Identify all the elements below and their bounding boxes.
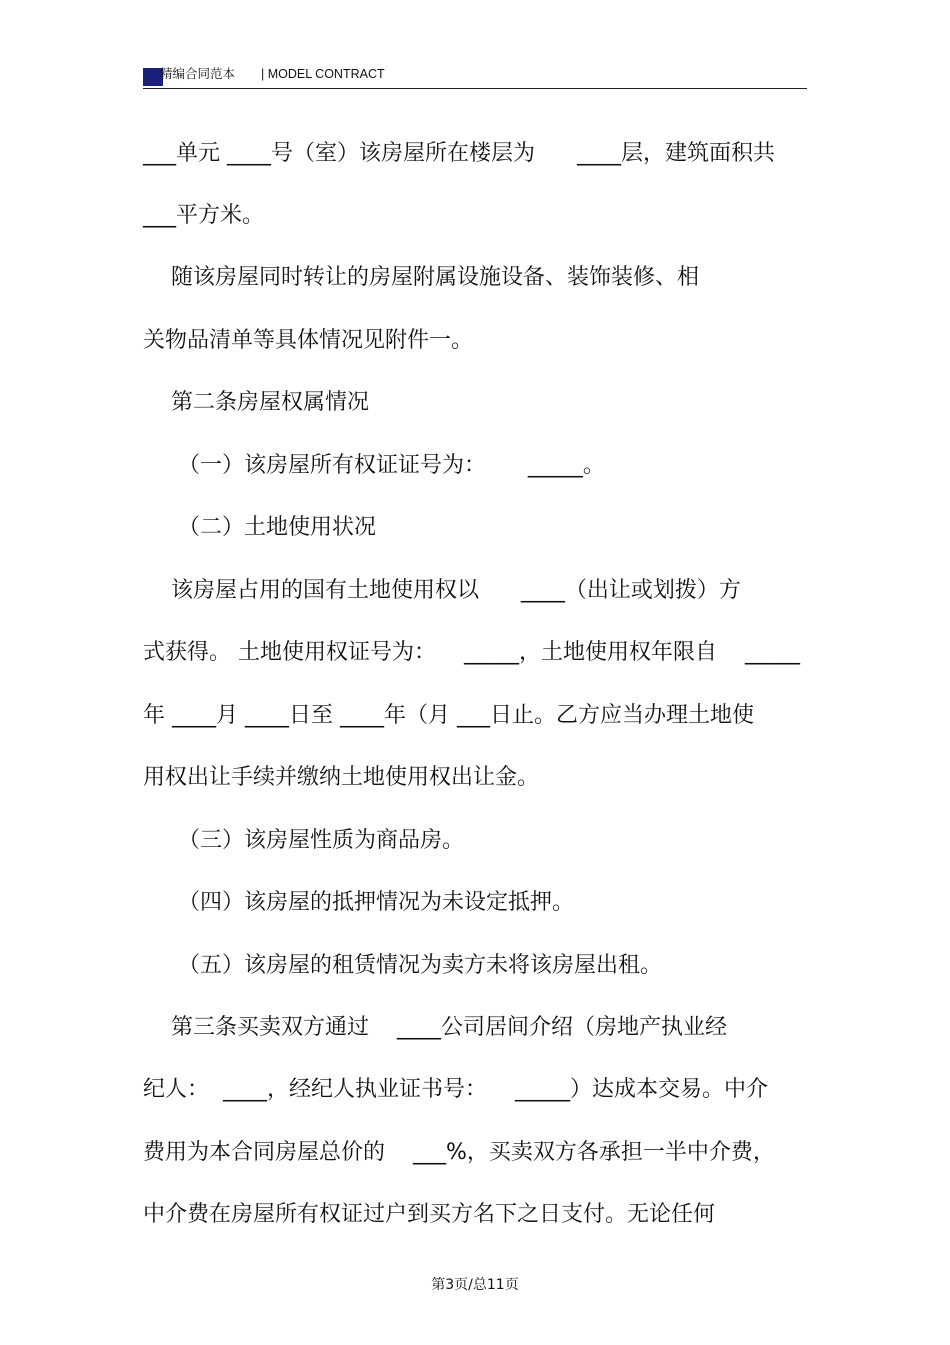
body-line-5: 第二条房屋权属情况 bbox=[143, 390, 369, 415]
body-line-7: （二）土地使用状况 bbox=[143, 515, 376, 540]
body-line-16: 纪人： ____，经纪人执业证书号： _____）达成本交易。中介 bbox=[143, 1077, 768, 1102]
header-title: 精编合同范本 bbox=[160, 66, 236, 81]
body-line-2: ___平方米。 bbox=[143, 203, 265, 228]
body-line-15: 第三条买卖双方通过 ____公司居间介绍（房地产执业经 bbox=[143, 1015, 727, 1040]
body-line-6: （一）该房屋所有权证证号为： _____。 bbox=[143, 453, 605, 478]
body-line-10: 年 ____月 ____日至 ____年（月 ___日止。乙方应当办理土地使 bbox=[143, 703, 754, 728]
body-line-1: ___单元 ____号（室）该房屋所在楼层为 ____层，建筑面积共 bbox=[143, 141, 775, 166]
body-line-9: 式获得。 土地使用权证号为： _____，土地使用权年限自 _____ bbox=[143, 640, 800, 665]
header-subtitle: | MODEL CONTRACT bbox=[261, 67, 385, 81]
page-header bbox=[143, 66, 807, 89]
body-line-4: 关物品清单等具体情况见附件一。 bbox=[143, 328, 474, 353]
page-number: 第3页/总11页 bbox=[431, 1277, 519, 1293]
body-line-11: 用权出让手续并缴纳土地使用权出让金。 bbox=[143, 765, 540, 790]
body-line-12: （三）该房屋性质为商品房。 bbox=[143, 828, 464, 853]
body-line-18: 中介费在房屋所有权证过户到买方名下之日支付。无论任何 bbox=[143, 1202, 716, 1227]
body-line-14: （五）该房屋的租赁情况为卖方未将该房屋出租。 bbox=[143, 953, 662, 978]
body-line-3: 随该房屋同时转让的房屋附属设施设备、装饰装修、相 bbox=[143, 265, 699, 290]
body-line-13: （四）该房屋的抵押情况为未设定抵押。 bbox=[143, 890, 574, 915]
body-line-8: 该房屋占用的国有土地使用权以 ____（出让或划拨）方 bbox=[143, 578, 741, 603]
body-line-17: 费用为本合同房屋总价的 ___%，买卖双方各承担一半中介费， bbox=[143, 1140, 775, 1165]
